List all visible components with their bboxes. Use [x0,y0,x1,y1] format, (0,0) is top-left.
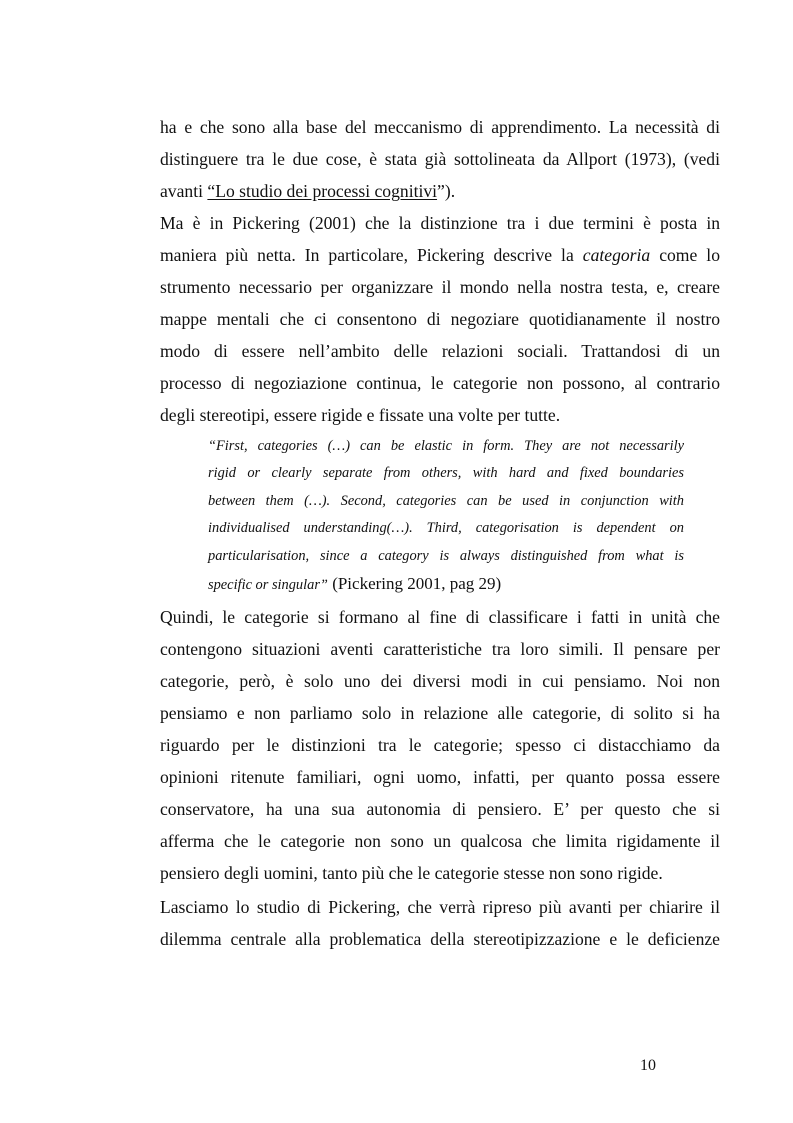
quote-line-3: between them (…). Second, categories can be used in conjunction with [208,493,684,509]
quote-line-5: particularisation, since a category is always distinguished from what is [208,548,684,564]
paragraph-3-line-4: pensiamo e non parliamo solo in relazione alle categorie, di solito si ha [160,703,720,723]
paragraph-2-line-5: modo di essere nell’ambito delle relazioni sociali. Trattandosi di un [160,341,720,361]
paragraph-2-line-7: degli stereotipi, essere rigide e fissate una volte per tutte. [160,405,561,425]
page-number: 10 [640,1057,656,1074]
cross-reference-link[interactable]: “Lo studio dei processi cognitivi [207,181,438,201]
paragraph-4-line-2: dilemma centrale alla problematica della stereotipizzazione e le deficienze [160,929,720,949]
paragraph-2-line-4: mappe mentali che ci consentono di negoziare quotidianamente il nostro [160,309,720,329]
paragraph-3-line-9: pensiero degli uomini, tanto più che le categorie stesse non sono rigide. [160,863,663,883]
paragraph-3-line-3: categorie, però, è solo uno dei diversi modi in cui pensiamo. Noi non [160,671,720,691]
paragraph-4-line-1: Lasciamo lo studio di Pickering, che verrà ripreso più avanti per chiarire il [160,897,720,917]
paragraph-1-line-2: distinguere tra le due cose, è stata già sottolineata da Allport (1973), (vedi [160,149,720,169]
paragraph-3-line-1: Quindi, le categorie si formano al fine di classificare i fatti in unità che [160,607,720,627]
paragraph-3-line-7: conservatore, ha una sua autonomia di pensiero. E’ per questo che si [160,799,720,819]
paragraph-2-line-6: processo di negoziazione continua, le categorie non possono, al contrario [160,373,720,393]
line-text: come lo [650,245,720,265]
paragraph-3-line-5: riguardo per le distinzioni tra le categorie; spesso ci distacchiamo da [160,735,720,755]
paragraph-2-line-1: Ma è in Pickering (2001) che la distinzione tra i due termini è posta in [160,213,720,233]
line-text: maniera più netta. In particolare, Pickering descrive la [160,245,583,265]
line-text: ”). [437,181,456,201]
quote-line-4: individualised understanding(…). Third, categorisation is dependent on [208,520,684,536]
paragraph-1-line-1: ha e che sono alla base del meccanismo di apprendimento. La necessità di [160,117,720,137]
quote-line-6 [208,574,684,595]
paragraph-3-line-6: opinioni ritenute familiari, ogni uomo, infatti, per quanto possa essere [160,767,720,787]
quote-text: specific or singular” [208,577,328,593]
paragraph-2-line-3: strumento necessario per organizzare il mondo nella nostra testa, e, creare [160,277,720,297]
quote-line-1: “First, categories (…) can be elastic in form. They are not necessarily [208,438,684,454]
paragraph-3-line-8: afferma che le categorie non sono un qualcosa che limita rigidamente il [160,831,720,851]
line-text: avanti [160,181,208,201]
quote-line-2: rigid or clearly separate from others, with hard and fixed boundaries [208,465,684,481]
paragraph-2-line-2 [160,244,720,266]
quote-citation: (Pickering 2001, pag 29) [327,574,502,593]
paragraph-1-line-3 [160,180,720,202]
paragraph-3-line-2: contengono situazioni aventi caratteristiche tra loro simili. Il pensare per [160,639,720,659]
emphasis-term: categoria [582,245,651,265]
